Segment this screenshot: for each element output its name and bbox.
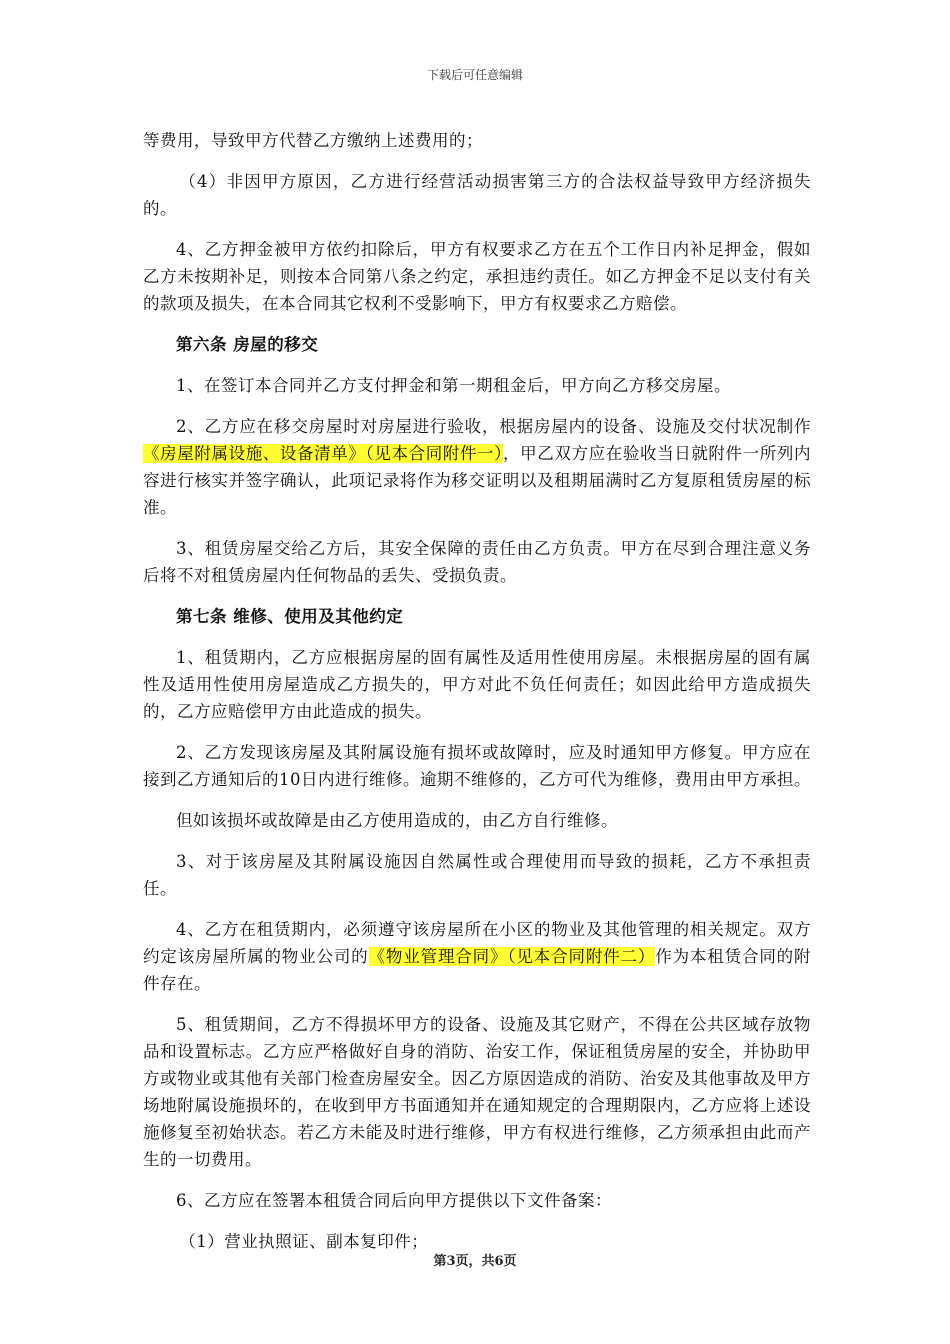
paragraph: 5、租赁期间，乙方不得损坏甲方的设备、设施及其它财产，不得在公共区域存放物品和设置标志。乙方应严格做好自身的消防、治安工作，保证租赁房屋的安全，并协助甲方或物业或其他有关部门检查房屋安全。因乙方原因造成的消防、治安及其他事故及甲方场地附属设施损坏的，在收到甲方书面通知并在通知规定的合理期限内，乙方应将上述设施修复至初始状态。若乙方未能及时进行维修，甲方有权进行维修，乙方须承担由此而产生的一切费用。 (143, 1015, 811, 1169)
paragraph: 3、租赁房屋交给乙方后，其安全保障的责任由乙方负责。甲方在尽到合理注意义务后将不对租赁房屋内任何物品的丢失、受损负责。 (143, 539, 811, 585)
section-heading: 第七条 维修、使用及其他约定 (176, 607, 404, 626)
document-body (143, 127, 811, 1269)
paragraph: 3、对于该房屋及其附属设施因自然属性或合理使用而导致的损耗，乙方不承担责任。 (143, 852, 811, 898)
paragraph: 6、乙方应在签署本租赁合同后向甲方提供以下文件备案： (176, 1191, 612, 1210)
paragraph: 等费用，导致甲方代替乙方缴纳上述费用的； (143, 131, 483, 150)
text-run: 2、乙方应在移交房屋时对房屋进行验收，根据房屋内的设备、设施及交付状况制作 (176, 417, 811, 436)
paragraph: 1、在签订本合同并乙方支付押金和第一期租金后，甲方向乙方移交房屋。 (176, 376, 731, 395)
page-number: 第3页，共6页 (433, 1254, 517, 1269)
text-run: 4、乙方在租赁期内，必须遵守该房屋所在小区的物业及其他管理的相关规定。双方约定该房屋所属的物业公司的 (143, 920, 811, 966)
text-run: 作为本租赁合同的附件存在。 (143, 947, 812, 993)
highlighted-text: 《房屋附属设施、设备清单》（见本合同附件一） (143, 444, 504, 463)
paragraph: 但如该损坏或故障是由乙方使用造成的，由乙方自行维修。 (176, 811, 618, 830)
paragraph: （4）非因甲方原因，乙方进行经营活动损害第三方的合法权益导致甲方经济损失的。 (143, 172, 811, 218)
paragraph: 2、乙方发现该房屋及其附属设施有损坏或故障时，应及时通知甲方修复。甲方应在接到乙方通知后的10日内进行维修。逾期不维修的，乙方可代为维修，费用由甲方承担。 (143, 743, 811, 789)
highlighted-text: 《物业管理合同》（见本合同附件二） (368, 947, 656, 966)
paragraph: 1、租赁期内，乙方应根据房屋的固有属性及适用性使用房屋。未根据房屋的固有属性及适用性使用房屋造成乙方损失的，甲方对此不负任何责任；如因此给甲方造成损失的，乙方应赔偿甲方由此造成的损失。 (143, 648, 811, 721)
paragraph (143, 916, 811, 997)
paragraph: 4、乙方押金被甲方依约扣除后，甲方有权要求乙方在五个工作日内补足押金，假如乙方未按期补足，则按本合同第八条之约定，承担违约责任。如乙方押金不足以支付有关的款项及损失，在本合同其它权利不受影响下，甲方有权要求乙方赔偿。 (143, 240, 811, 313)
section-heading: 第六条 房屋的移交 (176, 335, 319, 354)
page-header: 下载后可任意编辑 (426, 68, 523, 82)
text-run: ，甲乙双方应在验收当日就附件一所列内容进行核实并签字确认，此项记录将作为移交证明以及租期届满时乙方复原租赁房屋的标准。 (143, 444, 812, 517)
paragraph: （1）营业执照证、副本复印件； (179, 1232, 429, 1251)
paragraph (143, 413, 811, 521)
